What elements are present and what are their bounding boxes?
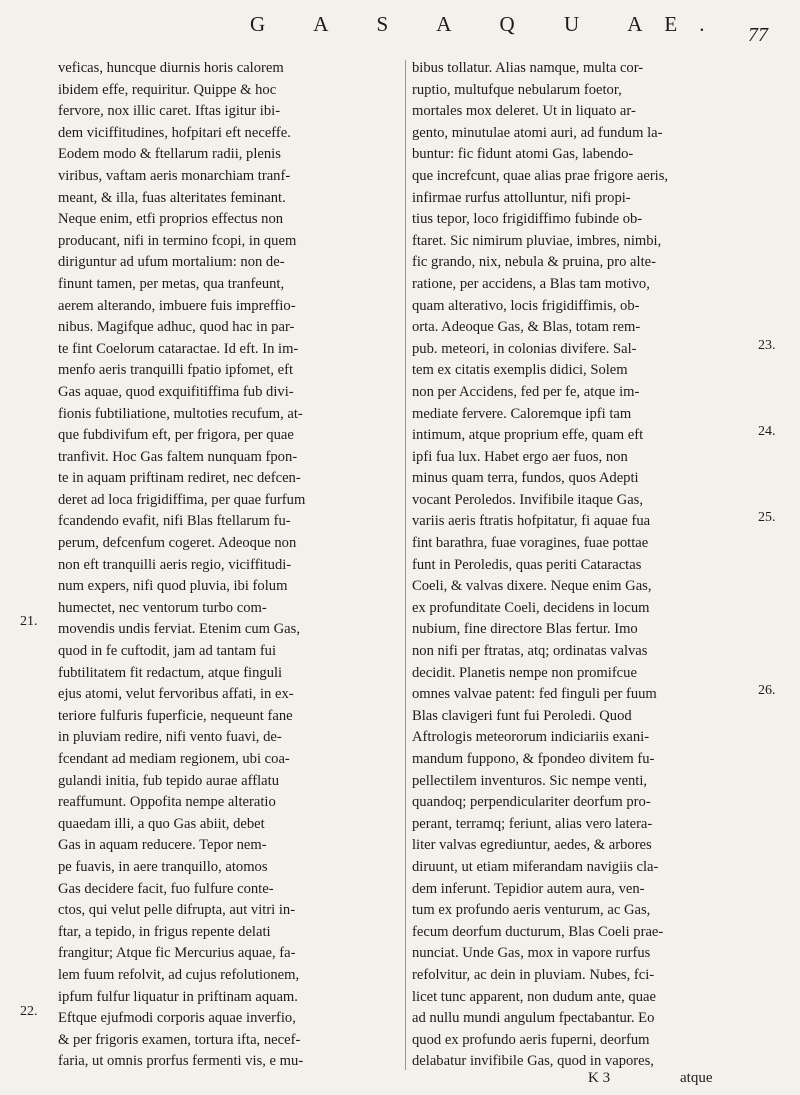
text-line: aerem alterando, imbuere fuis impreffio-	[58, 297, 296, 314]
text-line: refolvitur, ac dein in pluviam. Nubes, fci-	[412, 966, 655, 983]
text-line: mandum fuppono, & fpondeo divitem fu-	[412, 751, 655, 767]
text-line: quaedam illi, a quo Gas abiit, debet	[58, 815, 265, 832]
right-text-column	[412, 58, 752, 1073]
text-line: teriore fulfuris fuperficie, nequeunt fane	[58, 707, 293, 724]
text-line: quam alterativo, locis frigidiffimis, ob-	[412, 297, 640, 314]
text-line: orta. Adeoque Gas, & Blas, totam rem-	[412, 319, 641, 336]
text-line: lem fuum refolvit, ad cujus refolutionem,	[58, 966, 300, 983]
text-line: meant, & illa, fuas alteritates feminant.	[58, 189, 286, 206]
text-line: buntur: fic fidunt atomi Gas, labendo-	[412, 146, 634, 163]
text-line: infirmae rurfus attolluntur, nifi propi-	[412, 189, 631, 206]
marginal-number: 24.	[758, 424, 776, 439]
text-line: Coeli, & valvas dixere. Neque enim Gas,	[412, 578, 652, 595]
text-line: quod ex profundo aeris fuperni, deorfum	[412, 1031, 650, 1048]
running-head	[0, 10, 800, 50]
text-line: intimum, atque proprium effe, quam eft	[412, 427, 644, 444]
text-line: fic grando, nix, nebula & pruina, pro alte-	[412, 254, 656, 271]
signature-mark: K 3	[588, 1070, 611, 1086]
text-line: ipfum fulfur liquatur in priftinam aquam.	[58, 988, 298, 1005]
text-line: Eodem modo & ftellarum radii, plenis	[58, 146, 281, 163]
marginal-number: 21.	[20, 614, 38, 629]
marginal-number: 26.	[758, 683, 776, 698]
signature-line	[0, 1070, 800, 1092]
text-line: pub. meteori, in colonias divifere. Sal-	[412, 340, 637, 357]
text-line: Blas clavigeri funt fui Peroledi. Quod	[412, 707, 632, 724]
text-line: fecum deorfum ducturum, Blas Coeli prae-	[412, 923, 664, 940]
catchword: atque	[680, 1070, 713, 1086]
text-line: vocant Peroledos. Invifibile itaque Gas,	[412, 491, 644, 508]
text-line: tranfivit. Hoc Gas faltem nunquam fpon-	[58, 448, 298, 465]
text-line: veficas, huncque diurnis horis calorem	[58, 60, 284, 76]
text-line: perant, terramq; feriunt, alias vero latera-	[412, 815, 653, 832]
text-line: quod in fe cuftodit, jam ad tantam fui	[58, 643, 277, 660]
text-line: Gas aquae, quod exquifitiffima fub divi-	[58, 383, 294, 400]
text-line: num expers, nifi quod pluvia, ibi folum	[58, 578, 288, 595]
marginal-number: 23.	[758, 338, 776, 353]
text-line: diriguntur ad ufum mortalium: non de-	[58, 254, 285, 271]
text-line: fcendant ad mediam regionem, ubi coa-	[58, 751, 290, 767]
text-line: ex profunditate Coeli, decidens in locum	[412, 599, 650, 616]
text-line: omnes valvae patent: fed finguli per fuum	[412, 686, 657, 703]
text-line: menfo aeris tranquilli fpatio ipfomet, eft	[58, 362, 294, 379]
text-line: que increfcunt, quae alias prae frigore aeris,	[412, 167, 669, 184]
text-line: ipfi fua lux. Habet ergo aer fuos, non	[412, 448, 628, 465]
text-line: tum ex profundo aeris venturum, ac Gas,	[412, 902, 651, 919]
text-line: Aftrologis meteororum indiciariis exani-	[412, 729, 650, 746]
text-line: dem viciffitudines, hofpitari eft neceffe.	[58, 124, 291, 141]
text-line: diruunt, ut etiam miferandam navigiis cla-	[412, 858, 659, 875]
text-line: ratione, per accidens, a Blas tam motivo,	[412, 275, 650, 292]
text-line: delabatur invifibile Gas, quod in vapores,	[412, 1053, 654, 1070]
text-line: minus quam terra, fundos, quos Adepti	[412, 470, 639, 487]
left-text-column	[58, 58, 398, 1073]
text-line: fint barathra, fuae voragines, fuae pottae	[412, 535, 649, 552]
text-line: funt in Peroledis, quas periti Cataractas	[412, 556, 642, 573]
text-line: liter valvas egrediuntur, aedes, & arbores	[412, 837, 652, 854]
text-line: fionis fubtiliatione, multoties recufum, at-	[58, 405, 303, 422]
text-line: gulandi initia, fub tepido aurae afflatu	[58, 772, 279, 789]
text-line: deret ad loca frigidiffima, per quae furfum	[58, 491, 306, 508]
text-line: mediate fervere. Caloremque ipfi tam	[412, 405, 632, 422]
text-line: tem ex citatis exemplis didici, Solem	[412, 362, 628, 379]
text-line: faria, ut omnis prorfus fermenti vis, e mu-	[58, 1053, 304, 1070]
text-line: Neque enim, etfi proprios effectus non	[58, 211, 284, 228]
text-line: humectet, nec ventorum turbo com-	[58, 599, 267, 616]
text-line: ejus atomi, velut fervoribus affati, in ex-	[58, 686, 294, 703]
text-line: pellectilem inventuros. Sic nempe venti,	[412, 772, 648, 789]
text-line: reaffumunt. Oppofita nempe alteratio	[58, 794, 276, 811]
text-line: fcandendo evafit, nifi Blas ftellarum fu-	[58, 513, 291, 530]
text-line: ad nullu mundi angulum fpectabantur. Eo	[412, 1010, 655, 1027]
running-title: G A S A Q U AE.	[250, 12, 727, 36]
text-line: movendis undis ferviat. Etenim cum Gas,	[58, 621, 300, 638]
column-divider	[405, 60, 406, 1070]
text-line: non nifi per ftratas, atq; ordinatas valvas	[412, 643, 648, 660]
text-line: nubium, fine directore Blas fertur. Imo	[412, 621, 638, 638]
text-line: que fubdivifum eft, per frigora, per quae	[58, 427, 294, 444]
text-line: mortales mox deleret. Ut in liquato ar-	[412, 103, 636, 120]
text-line: variis aeris ftratis hofpitatur, fi aquae fua	[412, 513, 651, 530]
text-line: in pluviam redire, nifi vento fuavi, de-	[58, 729, 282, 746]
text-line: nibus. Magifque adhuc, quod hac in par-	[58, 319, 295, 336]
text-line: finunt tamen, per metas, qua tranfeunt,	[58, 275, 285, 292]
text-line: quandoq; perpendiculariter deorfum pro-	[412, 794, 651, 811]
text-line: tius tepor, loco frigidiffimo fubinde ob-	[412, 211, 643, 228]
text-line: ruptio, multufque nebularum foetor,	[412, 81, 622, 98]
text-line: Gas decidere facit, fuo fulfure conte-	[58, 880, 274, 897]
text-line: perum, defcenfum cogeret. Adeoque non	[58, 535, 297, 552]
text-line: producant, nifi in termino fcopi, in quem	[58, 232, 297, 249]
text-line: frangitur; Atque fic Mercurius aquae, fa-	[58, 945, 296, 962]
text-line: fubtilitatem fit redactum, atque finguli	[58, 664, 283, 681]
text-line: te in aquam priftinam rediret, nec defcen-	[58, 470, 301, 487]
text-line: dem inferunt. Tepidior autem aura, ven-	[412, 880, 645, 897]
text-line: ftar, a tepido, in frigus repente delati	[58, 923, 271, 940]
marginal-number: 22.	[20, 1004, 38, 1019]
text-line: licet tunc apparent, non dudum ante, quae	[412, 988, 656, 1005]
text-line: ibidem effe, requiritur. Quippe & hoc	[58, 81, 277, 98]
text-line: ctos, qui velut pelle difrupta, aut vitri in-	[58, 902, 296, 919]
marginal-number: 25.	[758, 510, 776, 525]
text-line: non per Accidens, fed per fe, atque im-	[412, 383, 640, 400]
text-line: decidit. Planetis nempe non promifcue	[412, 664, 637, 681]
text-line: te fint Coelorum cataractae. Id eft. In im-	[58, 340, 299, 357]
text-line: bibus tollatur. Alias namque, multa cor-	[412, 60, 644, 76]
page-number: 77	[748, 24, 768, 46]
text-line: fervore, nox illic caret. Iftas igitur ibi-	[58, 103, 281, 120]
text-line: & per frigoris examen, tortura ifta, necef-	[58, 1031, 301, 1048]
text-line: pe fuavis, in aere tranquillo, atomos	[58, 858, 268, 875]
text-line: Eftque ejufmodi corporis aquae inverfio,	[58, 1010, 296, 1027]
text-line: nunciat. Unde Gas, mox in vapore rurfus	[412, 945, 651, 962]
text-line: ftaret. Sic nimirum pluviae, imbres, nimbi,	[412, 232, 662, 249]
text-line: viribus, vaftam aeris monarchiam tranf-	[58, 167, 291, 184]
text-line: non eft tranquilli aeris regio, viciffitudi-	[58, 556, 292, 573]
text-line: Gas in aquam reducere. Tepor nem-	[58, 837, 267, 854]
text-line: gento, minutulae atomi auri, ad fundum la-	[412, 124, 663, 141]
